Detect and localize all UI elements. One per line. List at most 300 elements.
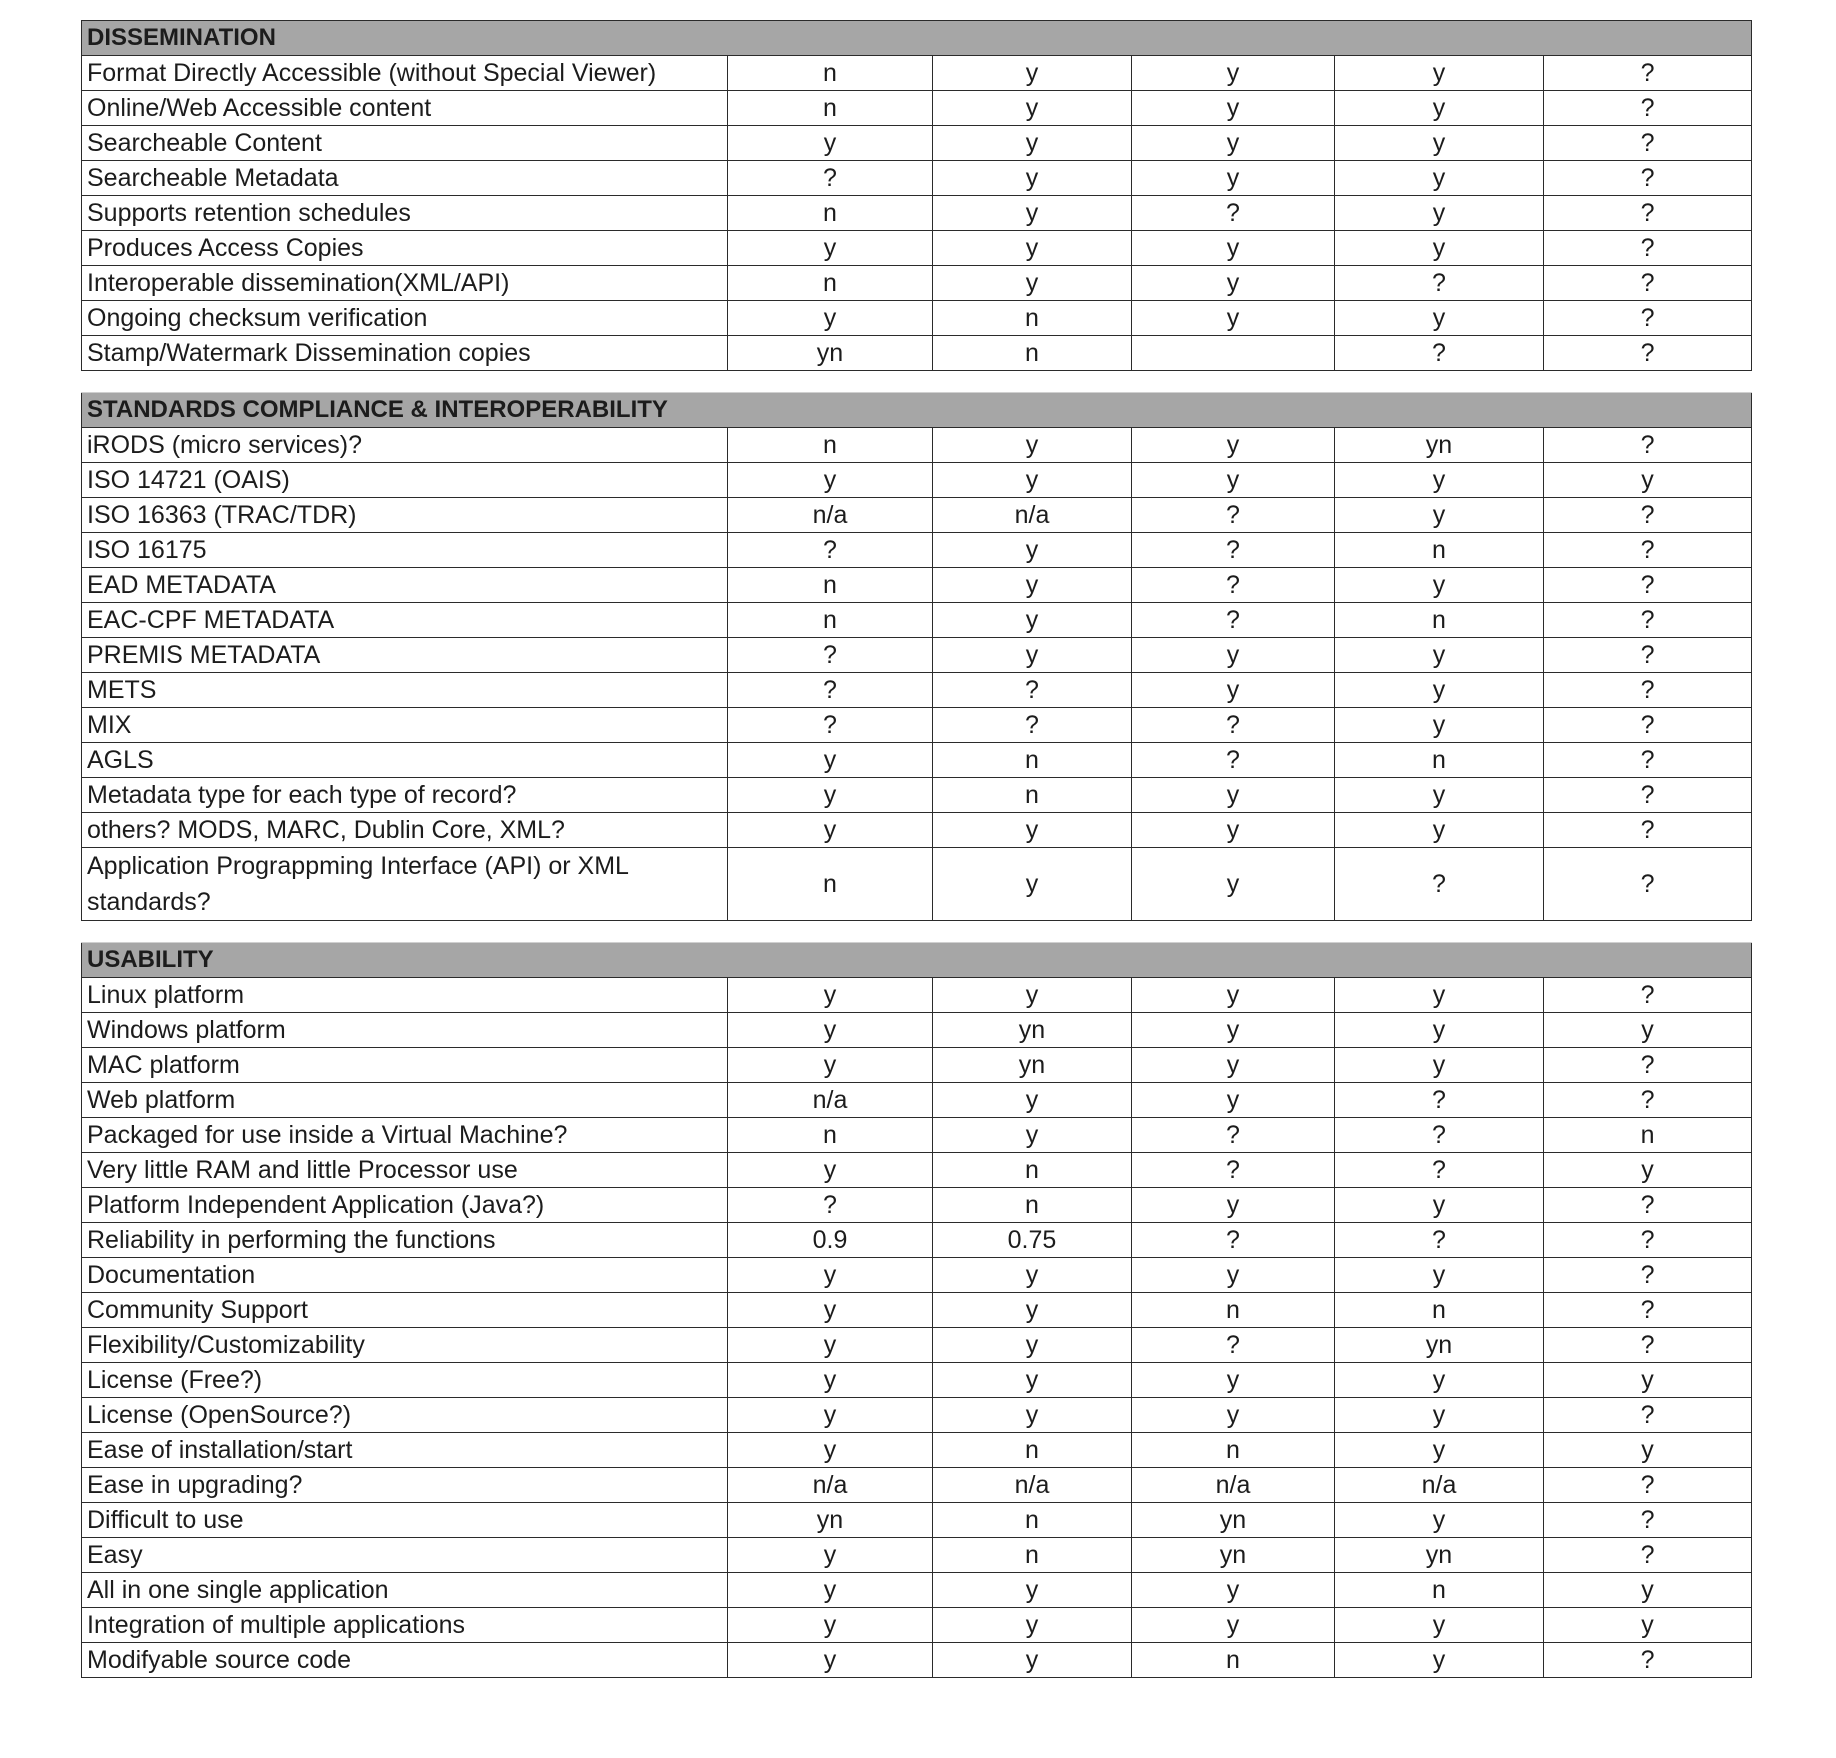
value-cell: n xyxy=(1132,1433,1335,1468)
value-cell: y xyxy=(933,533,1132,568)
value-cell: n/a xyxy=(933,498,1132,533)
value-cell: y xyxy=(728,126,933,161)
value-cell: y xyxy=(1335,463,1544,498)
value-cell: y xyxy=(933,603,1132,638)
value-cell: y xyxy=(1132,463,1335,498)
row-label: Very little RAM and little Processor use xyxy=(82,1153,728,1188)
value-cell: ? xyxy=(728,638,933,673)
value-cell: y xyxy=(1132,1398,1335,1433)
value-cell: y xyxy=(1132,1013,1335,1048)
value-cell: ? xyxy=(1132,708,1335,743)
row-label: All in one single application xyxy=(82,1573,728,1608)
value-cell: y xyxy=(1335,638,1544,673)
value-cell: ? xyxy=(1132,196,1335,231)
spacer-cell xyxy=(1132,371,1335,393)
section-title: DISSEMINATION xyxy=(82,21,1752,56)
table-row xyxy=(82,1468,1752,1503)
value-cell: y xyxy=(1335,1013,1544,1048)
row-label: Windows platform xyxy=(82,1013,728,1048)
value-cell: y xyxy=(1132,813,1335,848)
value-cell: n xyxy=(728,428,933,463)
value-cell: n xyxy=(728,56,933,91)
value-cell: yn xyxy=(1132,1503,1335,1538)
value-cell: y xyxy=(933,1643,1132,1678)
value-cell: ? xyxy=(1544,91,1752,126)
value-cell: y xyxy=(1544,1433,1752,1468)
value-cell: y xyxy=(933,266,1132,301)
value-cell: y xyxy=(1335,498,1544,533)
value-cell: n xyxy=(728,266,933,301)
comparison-table xyxy=(81,20,1752,1678)
value-cell: 0.9 xyxy=(728,1223,933,1258)
spacer-cell xyxy=(728,921,933,943)
table-row xyxy=(82,1328,1752,1363)
value-cell: ? xyxy=(1544,1293,1752,1328)
spacer-cell xyxy=(1544,371,1752,393)
value-cell: ? xyxy=(1335,336,1544,371)
value-cell: y xyxy=(933,231,1132,266)
table-row xyxy=(82,568,1752,603)
value-cell: y xyxy=(1335,1503,1544,1538)
value-cell: ? xyxy=(933,673,1132,708)
value-cell: ? xyxy=(933,708,1132,743)
value-cell: n xyxy=(933,778,1132,813)
value-cell: n xyxy=(728,603,933,638)
value-cell: n xyxy=(1335,1573,1544,1608)
table-row xyxy=(82,126,1752,161)
value-cell: y xyxy=(1335,978,1544,1013)
value-cell: n/a xyxy=(728,498,933,533)
value-cell: n xyxy=(933,1153,1132,1188)
value-cell: y xyxy=(1335,568,1544,603)
spacer-cell xyxy=(1335,921,1544,943)
value-cell: y xyxy=(728,743,933,778)
value-cell: y xyxy=(1132,638,1335,673)
spacer-cell xyxy=(1544,921,1752,943)
value-cell: ? xyxy=(1544,1188,1752,1223)
section-spacer xyxy=(82,921,1752,943)
value-cell: y xyxy=(1132,161,1335,196)
value-cell: y xyxy=(1335,1433,1544,1468)
row-label: ISO 16175 xyxy=(82,533,728,568)
table-row xyxy=(82,56,1752,91)
row-label: others? MODS, MARC, Dublin Core, XML? xyxy=(82,813,728,848)
spacer-cell xyxy=(82,371,728,393)
spacer-cell xyxy=(933,921,1132,943)
table-row xyxy=(82,1188,1752,1223)
value-cell: y xyxy=(728,1433,933,1468)
spacer-cell xyxy=(1335,371,1544,393)
value-cell: y xyxy=(728,463,933,498)
row-label: MAC platform xyxy=(82,1048,728,1083)
value-cell: ? xyxy=(1544,848,1752,921)
value-cell: y xyxy=(728,1293,933,1328)
row-label: EAC-CPF METADATA xyxy=(82,603,728,638)
value-cell: y xyxy=(1544,1013,1752,1048)
value-cell: y xyxy=(1335,1188,1544,1223)
section-spacer xyxy=(82,371,1752,393)
value-cell: n xyxy=(728,848,933,921)
value-cell: y xyxy=(1335,1643,1544,1678)
value-cell: ? xyxy=(1544,708,1752,743)
value-cell: n xyxy=(933,1503,1132,1538)
value-cell: ? xyxy=(728,161,933,196)
value-cell: y xyxy=(1132,778,1335,813)
table-row xyxy=(82,498,1752,533)
row-label: Modifyable source code xyxy=(82,1643,728,1678)
value-cell: y xyxy=(1544,1573,1752,1608)
value-cell: y xyxy=(933,1083,1132,1118)
value-cell: n xyxy=(1132,1293,1335,1328)
row-label: EAD METADATA xyxy=(82,568,728,603)
value-cell: ? xyxy=(1544,126,1752,161)
value-cell: y xyxy=(1132,231,1335,266)
row-label: License (Free?) xyxy=(82,1363,728,1398)
table-row xyxy=(82,1503,1752,1538)
value-cell: ? xyxy=(1544,1048,1752,1083)
value-cell: y xyxy=(1132,301,1335,336)
value-cell: ? xyxy=(728,673,933,708)
value-cell: y xyxy=(933,56,1132,91)
table-row xyxy=(82,301,1752,336)
row-label: Produces Access Copies xyxy=(82,231,728,266)
value-cell: yn xyxy=(933,1013,1132,1048)
row-label: Community Support xyxy=(82,1293,728,1328)
value-cell: y xyxy=(1335,1258,1544,1293)
row-label: Packaged for use inside a Virtual Machine? xyxy=(82,1118,728,1153)
value-cell: ? xyxy=(1544,161,1752,196)
value-cell: y xyxy=(728,978,933,1013)
row-label: Searcheable Content xyxy=(82,126,728,161)
value-cell: n xyxy=(933,1188,1132,1223)
table-row xyxy=(82,161,1752,196)
value-cell: ? xyxy=(1544,978,1752,1013)
row-label: Application Prograppming Interface (API) or XML standards? xyxy=(82,848,728,921)
row-label: Format Directly Accessible (without Special Viewer) xyxy=(82,56,728,91)
value-cell: n xyxy=(933,301,1132,336)
value-cell: y xyxy=(1544,1363,1752,1398)
comparison-sheet xyxy=(81,20,1751,1678)
value-cell: ? xyxy=(1544,813,1752,848)
row-label: Ease in upgrading? xyxy=(82,1468,728,1503)
row-label: Ongoing checksum verification xyxy=(82,301,728,336)
value-cell: y xyxy=(1335,1363,1544,1398)
value-cell: y xyxy=(1335,1608,1544,1643)
value-cell: y xyxy=(933,196,1132,231)
value-cell: y xyxy=(1132,428,1335,463)
value-cell: ? xyxy=(1544,533,1752,568)
table-row xyxy=(82,1258,1752,1293)
value-cell: ? xyxy=(1544,1503,1752,1538)
value-cell: n xyxy=(728,91,933,126)
value-cell: ? xyxy=(1544,1223,1752,1258)
value-cell: ? xyxy=(728,1188,933,1223)
section-header-row xyxy=(82,943,1752,978)
value-cell: y xyxy=(1335,161,1544,196)
value-cell: y xyxy=(1132,1083,1335,1118)
value-cell: n/a xyxy=(1132,1468,1335,1503)
value-cell: 0.75 xyxy=(933,1223,1132,1258)
value-cell: ? xyxy=(1132,1118,1335,1153)
table-row xyxy=(82,813,1752,848)
value-cell: yn xyxy=(1335,1538,1544,1573)
value-cell: ? xyxy=(1544,56,1752,91)
row-label: Web platform xyxy=(82,1083,728,1118)
table-row xyxy=(82,196,1752,231)
value-cell: y xyxy=(933,1293,1132,1328)
value-cell: y xyxy=(1544,463,1752,498)
value-cell: y xyxy=(1335,673,1544,708)
table-row xyxy=(82,1398,1752,1433)
table-row xyxy=(82,1538,1752,1573)
row-label: Flexibility/Customizability xyxy=(82,1328,728,1363)
section-title: STANDARDS COMPLIANCE & INTEROPERABILITY xyxy=(82,393,1752,428)
value-cell: ? xyxy=(1544,498,1752,533)
value-cell: ? xyxy=(1132,498,1335,533)
table-row xyxy=(82,463,1752,498)
value-cell: y xyxy=(1132,1363,1335,1398)
value-cell: yn xyxy=(933,1048,1132,1083)
value-cell: ? xyxy=(1544,231,1752,266)
value-cell: ? xyxy=(1335,266,1544,301)
value-cell: y xyxy=(933,568,1132,603)
value-cell: ? xyxy=(1544,1643,1752,1678)
value-cell: n/a xyxy=(1335,1468,1544,1503)
value-cell: y xyxy=(1335,56,1544,91)
value-cell: yn xyxy=(1335,1328,1544,1363)
value-cell: y xyxy=(728,1048,933,1083)
value-cell: n/a xyxy=(933,1468,1132,1503)
value-cell: ? xyxy=(1544,336,1752,371)
value-cell: y xyxy=(728,1398,933,1433)
table-row xyxy=(82,1048,1752,1083)
row-label: iRODS (micro services)? xyxy=(82,428,728,463)
value-cell: ? xyxy=(1544,428,1752,463)
value-cell: n/a xyxy=(728,1468,933,1503)
table-row xyxy=(82,848,1752,921)
value-cell: y xyxy=(933,1328,1132,1363)
value-cell: ? xyxy=(1544,1258,1752,1293)
value-cell: y xyxy=(1544,1608,1752,1643)
value-cell: y xyxy=(1335,301,1544,336)
table-row xyxy=(82,673,1752,708)
value-cell: y xyxy=(728,1258,933,1293)
value-cell: n xyxy=(728,196,933,231)
value-cell: y xyxy=(933,978,1132,1013)
table-row xyxy=(82,1363,1752,1398)
table-row xyxy=(82,1223,1752,1258)
value-cell: y xyxy=(728,813,933,848)
row-label: Supports retention schedules xyxy=(82,196,728,231)
value-cell: y xyxy=(933,813,1132,848)
value-cell: y xyxy=(728,1643,933,1678)
value-cell: ? xyxy=(1544,1398,1752,1433)
row-label: License (OpenSource?) xyxy=(82,1398,728,1433)
value-cell: y xyxy=(933,91,1132,126)
value-cell: ? xyxy=(1544,568,1752,603)
value-cell: ? xyxy=(1335,1118,1544,1153)
value-cell: y xyxy=(933,463,1132,498)
value-cell: ? xyxy=(1335,848,1544,921)
value-cell: n xyxy=(933,1433,1132,1468)
section-header-row xyxy=(82,393,1752,428)
table-row xyxy=(82,603,1752,638)
table-row xyxy=(82,778,1752,813)
table-row xyxy=(82,266,1752,301)
table-row xyxy=(82,91,1752,126)
value-cell: ? xyxy=(1544,603,1752,638)
spacer-cell xyxy=(728,371,933,393)
value-cell: ? xyxy=(1132,533,1335,568)
value-cell: yn xyxy=(728,336,933,371)
row-label: Integration of multiple applications xyxy=(82,1608,728,1643)
value-cell: y xyxy=(1132,1573,1335,1608)
value-cell: n xyxy=(933,743,1132,778)
row-label: MIX xyxy=(82,708,728,743)
value-cell: ? xyxy=(1544,778,1752,813)
value-cell: n xyxy=(1132,1643,1335,1678)
value-cell: y xyxy=(1132,848,1335,921)
table-row xyxy=(82,1153,1752,1188)
value-cell: ? xyxy=(1544,1468,1752,1503)
value-cell: y xyxy=(1132,673,1335,708)
value-cell: y xyxy=(1132,1188,1335,1223)
value-cell: ? xyxy=(1335,1083,1544,1118)
value-cell: n xyxy=(728,568,933,603)
table-row xyxy=(82,1013,1752,1048)
value-cell: y xyxy=(1335,1048,1544,1083)
value-cell: y xyxy=(728,1153,933,1188)
value-cell: y xyxy=(1132,56,1335,91)
value-cell: ? xyxy=(1544,673,1752,708)
value-cell: y xyxy=(1335,91,1544,126)
table-row xyxy=(82,428,1752,463)
table-row xyxy=(82,1608,1752,1643)
value-cell: y xyxy=(1132,1048,1335,1083)
value-cell: y xyxy=(933,126,1132,161)
table-row xyxy=(82,708,1752,743)
value-cell: ? xyxy=(1544,638,1752,673)
value-cell: n xyxy=(1335,1293,1544,1328)
value-cell: ? xyxy=(1335,1223,1544,1258)
value-cell: y xyxy=(728,1328,933,1363)
row-label: Documentation xyxy=(82,1258,728,1293)
value-cell: y xyxy=(1335,231,1544,266)
spacer-cell xyxy=(1132,921,1335,943)
row-label: ISO 14721 (OAIS) xyxy=(82,463,728,498)
value-cell: y xyxy=(933,161,1132,196)
value-cell: n xyxy=(1335,603,1544,638)
value-cell: y xyxy=(1335,778,1544,813)
value-cell: y xyxy=(1132,91,1335,126)
value-cell: y xyxy=(1544,1153,1752,1188)
value-cell: y xyxy=(1335,813,1544,848)
value-cell: y xyxy=(933,428,1132,463)
value-cell: yn xyxy=(1335,428,1544,463)
row-label: Platform Independent Application (Java?) xyxy=(82,1188,728,1223)
value-cell: y xyxy=(1132,1608,1335,1643)
spacer-cell xyxy=(933,371,1132,393)
value-cell: ? xyxy=(1544,743,1752,778)
value-cell: ? xyxy=(1544,1538,1752,1573)
value-cell: y xyxy=(933,1258,1132,1293)
value-cell: ? xyxy=(1544,301,1752,336)
table-body xyxy=(82,21,1752,1678)
value-cell: y xyxy=(1335,1398,1544,1433)
row-label: Easy xyxy=(82,1538,728,1573)
value-cell: yn xyxy=(1132,1538,1335,1573)
value-cell: y xyxy=(1335,126,1544,161)
value-cell: ? xyxy=(1132,743,1335,778)
value-cell: y xyxy=(728,1608,933,1643)
section-header-row xyxy=(82,21,1752,56)
table-row xyxy=(82,533,1752,568)
table-row xyxy=(82,1643,1752,1678)
row-label: Online/Web Accessible content xyxy=(82,91,728,126)
value-cell: y xyxy=(933,1608,1132,1643)
row-label: Searcheable Metadata xyxy=(82,161,728,196)
value-cell: y xyxy=(933,1398,1132,1433)
value-cell: y xyxy=(933,1363,1132,1398)
table-row xyxy=(82,1433,1752,1468)
table-row xyxy=(82,1573,1752,1608)
value-cell: y xyxy=(933,1118,1132,1153)
value-cell: y xyxy=(728,301,933,336)
value-cell xyxy=(1132,336,1335,371)
table-row xyxy=(82,336,1752,371)
value-cell: ? xyxy=(1132,1153,1335,1188)
value-cell: n xyxy=(1544,1118,1752,1153)
row-label: Reliability in performing the functions xyxy=(82,1223,728,1258)
spacer-cell xyxy=(82,921,728,943)
value-cell: y xyxy=(728,1573,933,1608)
value-cell: y xyxy=(728,1538,933,1573)
value-cell: ? xyxy=(1544,196,1752,231)
row-label: Metadata type for each type of record? xyxy=(82,778,728,813)
row-label: PREMIS METADATA xyxy=(82,638,728,673)
value-cell: ? xyxy=(1132,1328,1335,1363)
value-cell: ? xyxy=(1544,1328,1752,1363)
value-cell: y xyxy=(1132,126,1335,161)
value-cell: ? xyxy=(728,708,933,743)
value-cell: ? xyxy=(1335,1153,1544,1188)
table-row xyxy=(82,743,1752,778)
table-row xyxy=(82,1293,1752,1328)
value-cell: ? xyxy=(1132,603,1335,638)
row-label: METS xyxy=(82,673,728,708)
value-cell: y xyxy=(1132,266,1335,301)
table-row xyxy=(82,978,1752,1013)
value-cell: y xyxy=(728,1013,933,1048)
value-cell: y xyxy=(728,1363,933,1398)
value-cell: n xyxy=(933,336,1132,371)
table-row xyxy=(82,231,1752,266)
value-cell: ? xyxy=(1544,266,1752,301)
value-cell: y xyxy=(1335,708,1544,743)
row-label: Interoperable dissemination(XML/API) xyxy=(82,266,728,301)
value-cell: ? xyxy=(1132,568,1335,603)
value-cell: y xyxy=(1132,978,1335,1013)
value-cell: y xyxy=(933,848,1132,921)
value-cell: n/a xyxy=(728,1083,933,1118)
value-cell: ? xyxy=(728,533,933,568)
value-cell: y xyxy=(933,1573,1132,1608)
value-cell: y xyxy=(728,778,933,813)
row-label: Stamp/Watermark Dissemination copies xyxy=(82,336,728,371)
row-label: ISO 16363 (TRAC/TDR) xyxy=(82,498,728,533)
row-label: Linux platform xyxy=(82,978,728,1013)
table-row xyxy=(82,638,1752,673)
